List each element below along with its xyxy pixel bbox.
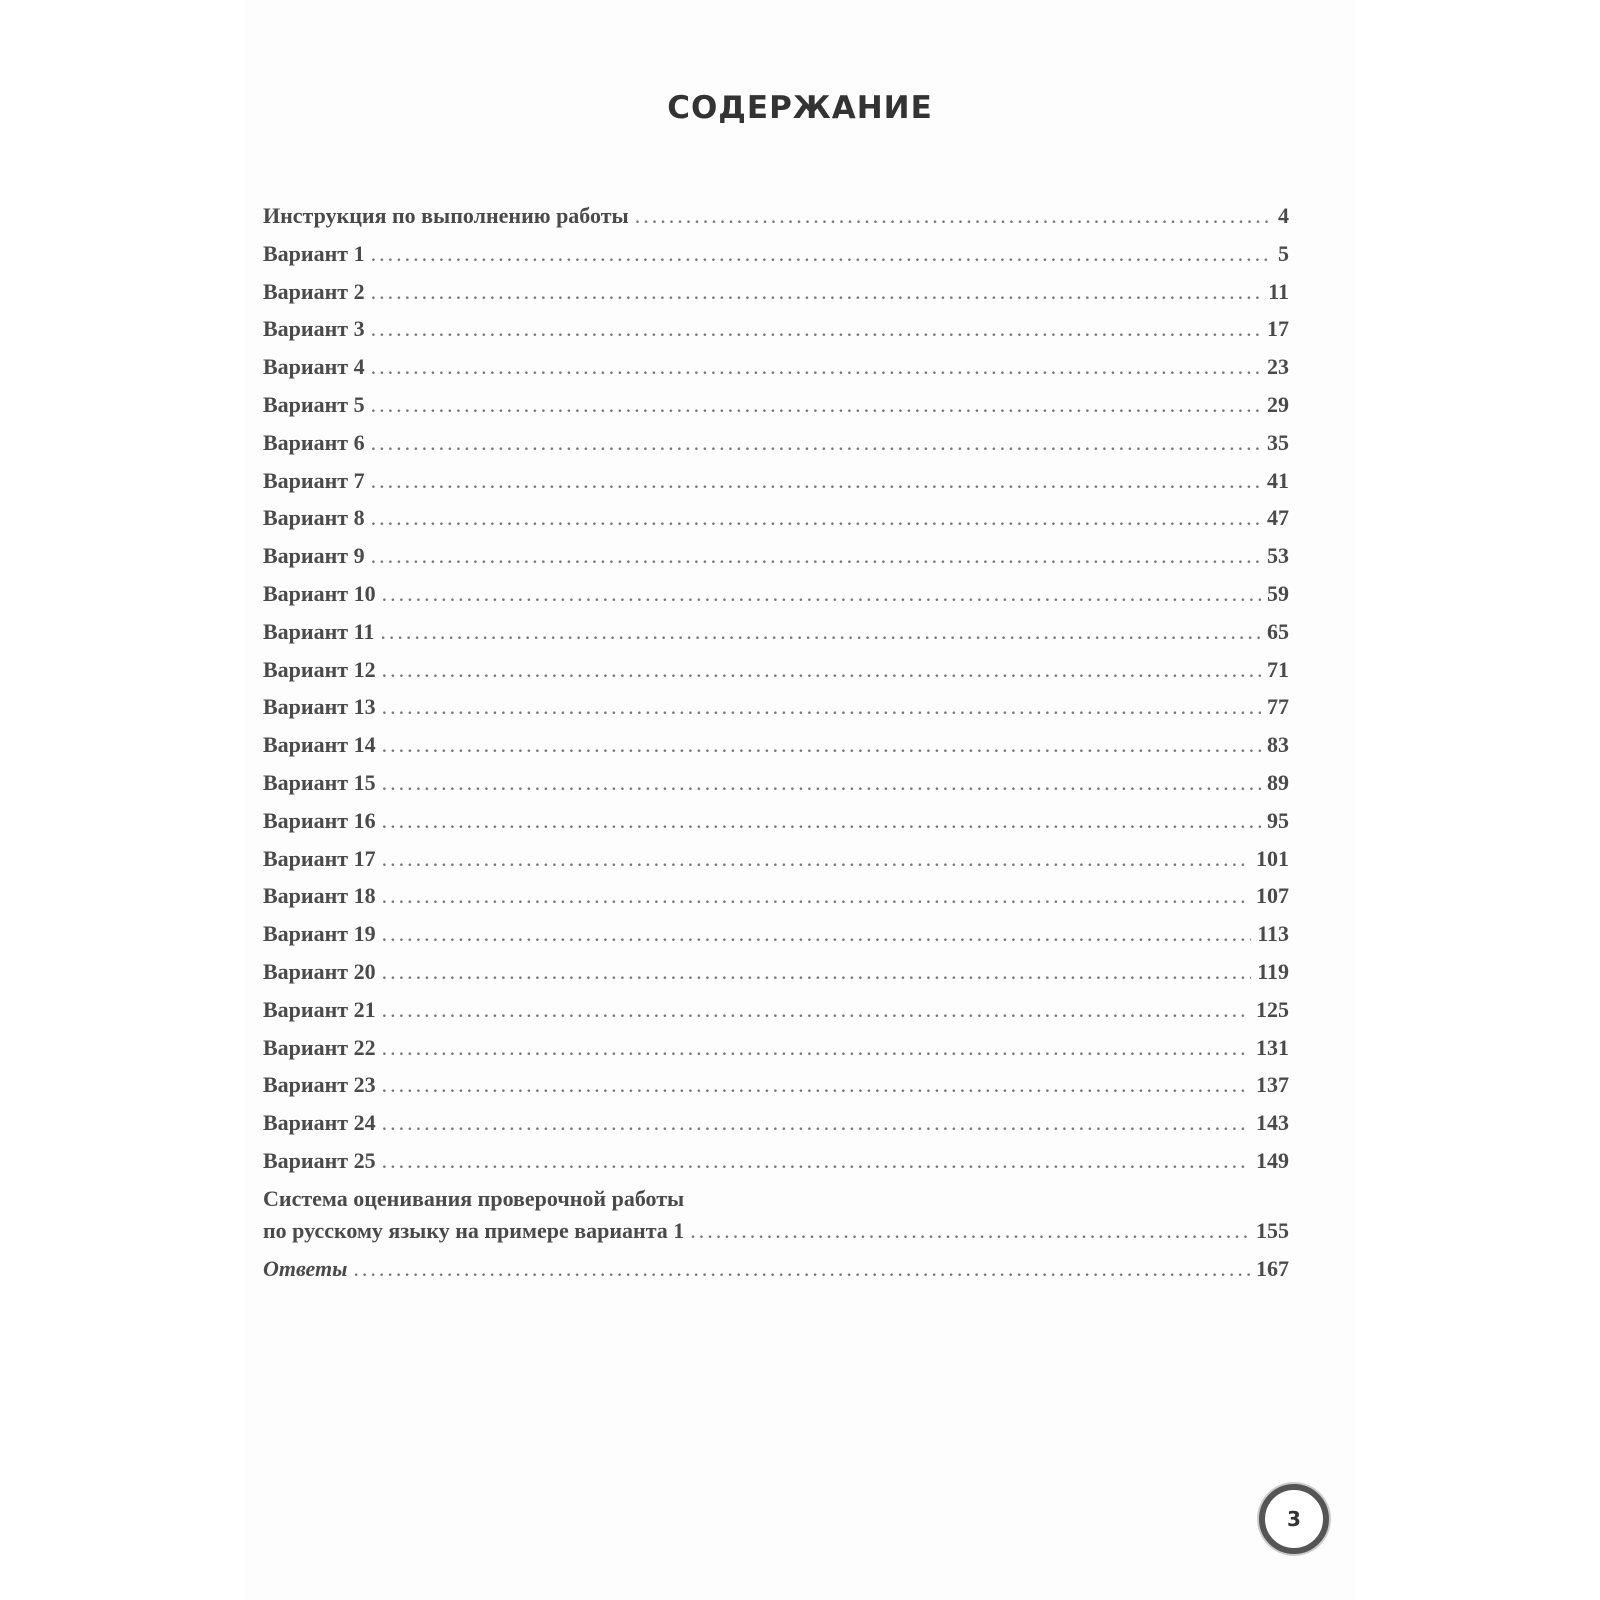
toc-entry[interactable] — [263, 846, 1289, 884]
toc-entry[interactable] — [263, 468, 1289, 506]
toc-entry-page: 5 — [1278, 240, 1289, 266]
toc-leader-dots — [382, 846, 1250, 872]
toc-entry[interactable] — [263, 430, 1289, 468]
toc-leader-dots — [382, 581, 1261, 607]
toc-leader-dots — [371, 505, 1261, 531]
toc-entry-label: Вариант 9 — [263, 543, 365, 569]
toc-leader-dots — [371, 279, 1263, 305]
toc-entry[interactable] — [263, 694, 1289, 732]
toc-entry-page: 65 — [1267, 618, 1289, 644]
toc-entry-page: 131 — [1256, 1034, 1289, 1060]
toc-leader-dots — [382, 770, 1261, 796]
toc-entry[interactable] — [263, 543, 1289, 581]
toc-entry-label: Вариант 15 — [263, 769, 376, 795]
toc-entry-page: 35 — [1267, 429, 1289, 455]
toc-entry-label: Вариант 22 — [263, 1034, 376, 1060]
toc-entry-label: Вариант 24 — [263, 1110, 376, 1136]
toc-entry[interactable] — [263, 657, 1289, 695]
toc-entry-page: 101 — [1256, 845, 1289, 871]
toc-entry-label: Вариант 2 — [263, 278, 365, 304]
toc-entry-label: Вариант 11 — [263, 618, 375, 644]
toc-entry[interactable] — [263, 241, 1289, 279]
toc-entry-label: по русскому языку на примере варианта 1 — [263, 1217, 685, 1243]
toc-entry-page: 125 — [1256, 996, 1289, 1022]
toc-entry-page: 23 — [1267, 354, 1289, 380]
toc-entry-label: Вариант 17 — [263, 845, 376, 871]
toc-leader-dots — [371, 354, 1261, 380]
toc-leader-dots — [382, 1072, 1250, 1098]
toc-entry-label: Вариант 8 — [263, 505, 365, 531]
toc-leader-dots — [382, 959, 1252, 985]
toc-leader-dots — [382, 1035, 1250, 1061]
toc-entry[interactable] — [263, 1035, 1289, 1073]
toc-entry-page: 167 — [1256, 1255, 1289, 1281]
toc-leader-dots — [382, 883, 1250, 909]
toc-entry-page: 77 — [1267, 694, 1289, 720]
toc-entry-label: Вариант 19 — [263, 921, 376, 947]
toc-leader-dots — [382, 808, 1261, 834]
toc-entry-label: Вариант 12 — [263, 656, 376, 682]
toc-entry-page: 4 — [1278, 203, 1289, 228]
toc-entry-label: Вариант 25 — [263, 1147, 376, 1173]
toc-entry[interactable] — [263, 354, 1289, 392]
toc-entry-page: 83 — [1267, 732, 1289, 758]
toc-entry-page: 71 — [1267, 656, 1289, 682]
toc-entry-page: 89 — [1267, 769, 1289, 795]
toc-leader-dots — [371, 543, 1261, 569]
toc-leader-dots — [382, 1148, 1250, 1174]
toc-entry-label: Вариант 23 — [263, 1072, 376, 1098]
toc-entry-label: Система оценивания проверочной работы — [263, 1185, 685, 1211]
toc-entry[interactable] — [263, 505, 1289, 543]
toc-entry[interactable] — [263, 732, 1289, 770]
page-number-badge: 3 — [1259, 1484, 1329, 1554]
toc-entry-label: Вариант 6 — [263, 429, 365, 455]
toc-entry[interactable] — [263, 959, 1289, 997]
toc-leader-dots — [382, 657, 1261, 683]
toc-leader-dots — [382, 1110, 1250, 1136]
toc-entry-answers[interactable] — [263, 1256, 1289, 1294]
toc-entry-label: Вариант 13 — [263, 694, 376, 720]
toc-leader-dots — [380, 619, 1261, 645]
toc-entry[interactable] — [263, 1148, 1289, 1186]
toc-entry-page: 137 — [1256, 1072, 1289, 1098]
toc-entry-page: 53 — [1267, 543, 1289, 569]
toc-entry[interactable] — [263, 392, 1289, 430]
toc-entry-label: Вариант 18 — [263, 883, 376, 909]
toc-entry-page: 11 — [1268, 278, 1289, 304]
toc-leader-dots — [371, 430, 1261, 456]
toc-entry[interactable] — [263, 619, 1289, 657]
toc-entry-label: Вариант 3 — [263, 316, 365, 342]
toc-entry-label: Вариант 4 — [263, 354, 365, 380]
toc-leader-dots — [382, 921, 1252, 947]
toc-entry[interactable] — [263, 1072, 1289, 1110]
toc-entry-page: 113 — [1257, 921, 1289, 947]
toc-entry-page: 149 — [1256, 1147, 1289, 1173]
toc-leader-dots — [382, 694, 1261, 720]
toc-entry-page: 41 — [1267, 467, 1289, 493]
toc-entry-page: 107 — [1256, 883, 1289, 909]
toc-entry-label: Вариант 10 — [263, 580, 376, 606]
toc-leader-dots — [690, 1218, 1250, 1244]
toc-entry-page: 59 — [1267, 580, 1289, 606]
toc-leader-dots — [371, 241, 1272, 267]
toc-entry-label: Вариант 21 — [263, 996, 376, 1022]
page-title: СОДЕРЖАНИЕ — [667, 90, 933, 126]
toc-entry[interactable] — [263, 883, 1289, 921]
toc-entry-page: 47 — [1267, 505, 1289, 531]
toc-entry-label: Вариант 14 — [263, 732, 376, 758]
toc-entry-label: Вариант 5 — [263, 391, 365, 417]
toc-leader-dots — [371, 392, 1261, 418]
toc-leader-dots — [371, 316, 1261, 342]
toc-entry-label: Вариант 7 — [263, 467, 365, 493]
toc-entry[interactable] — [263, 1110, 1289, 1148]
toc-entry-label: Ответы — [263, 1255, 348, 1281]
toc-leader-dots — [371, 468, 1261, 494]
toc-entry[interactable] — [263, 316, 1289, 354]
toc-leader-dots — [635, 203, 1272, 229]
toc-entry[interactable] — [263, 770, 1289, 808]
toc-entry-page: 155 — [1256, 1217, 1289, 1243]
toc-entry-page: 95 — [1267, 807, 1289, 833]
toc-entry[interactable] — [263, 581, 1289, 619]
toc-entry-page: 119 — [1257, 958, 1289, 984]
toc-entry-label: Вариант 16 — [263, 807, 376, 833]
toc-entry[interactable] — [263, 997, 1289, 1035]
toc-entry[interactable] — [263, 921, 1289, 959]
toc-entry-page: 29 — [1267, 391, 1289, 417]
toc-entry[interactable] — [263, 203, 1289, 241]
toc-entry[interactable] — [263, 279, 1289, 317]
table-of-contents — [263, 203, 1289, 1293]
toc-entry-page: 143 — [1256, 1110, 1289, 1136]
toc-leader-dots — [353, 1256, 1250, 1282]
toc-entry-page: 17 — [1267, 316, 1289, 342]
toc-entry-assessment[interactable] — [263, 1186, 1289, 1256]
toc-entry-label: Вариант 20 — [263, 958, 376, 984]
toc-entry-label: Инструкция по выполнению работы — [263, 203, 629, 228]
toc-entry-label: Вариант 1 — [263, 240, 365, 266]
toc-leader-dots — [382, 997, 1250, 1023]
toc-entry[interactable] — [263, 808, 1289, 846]
toc-leader-dots — [382, 732, 1261, 758]
